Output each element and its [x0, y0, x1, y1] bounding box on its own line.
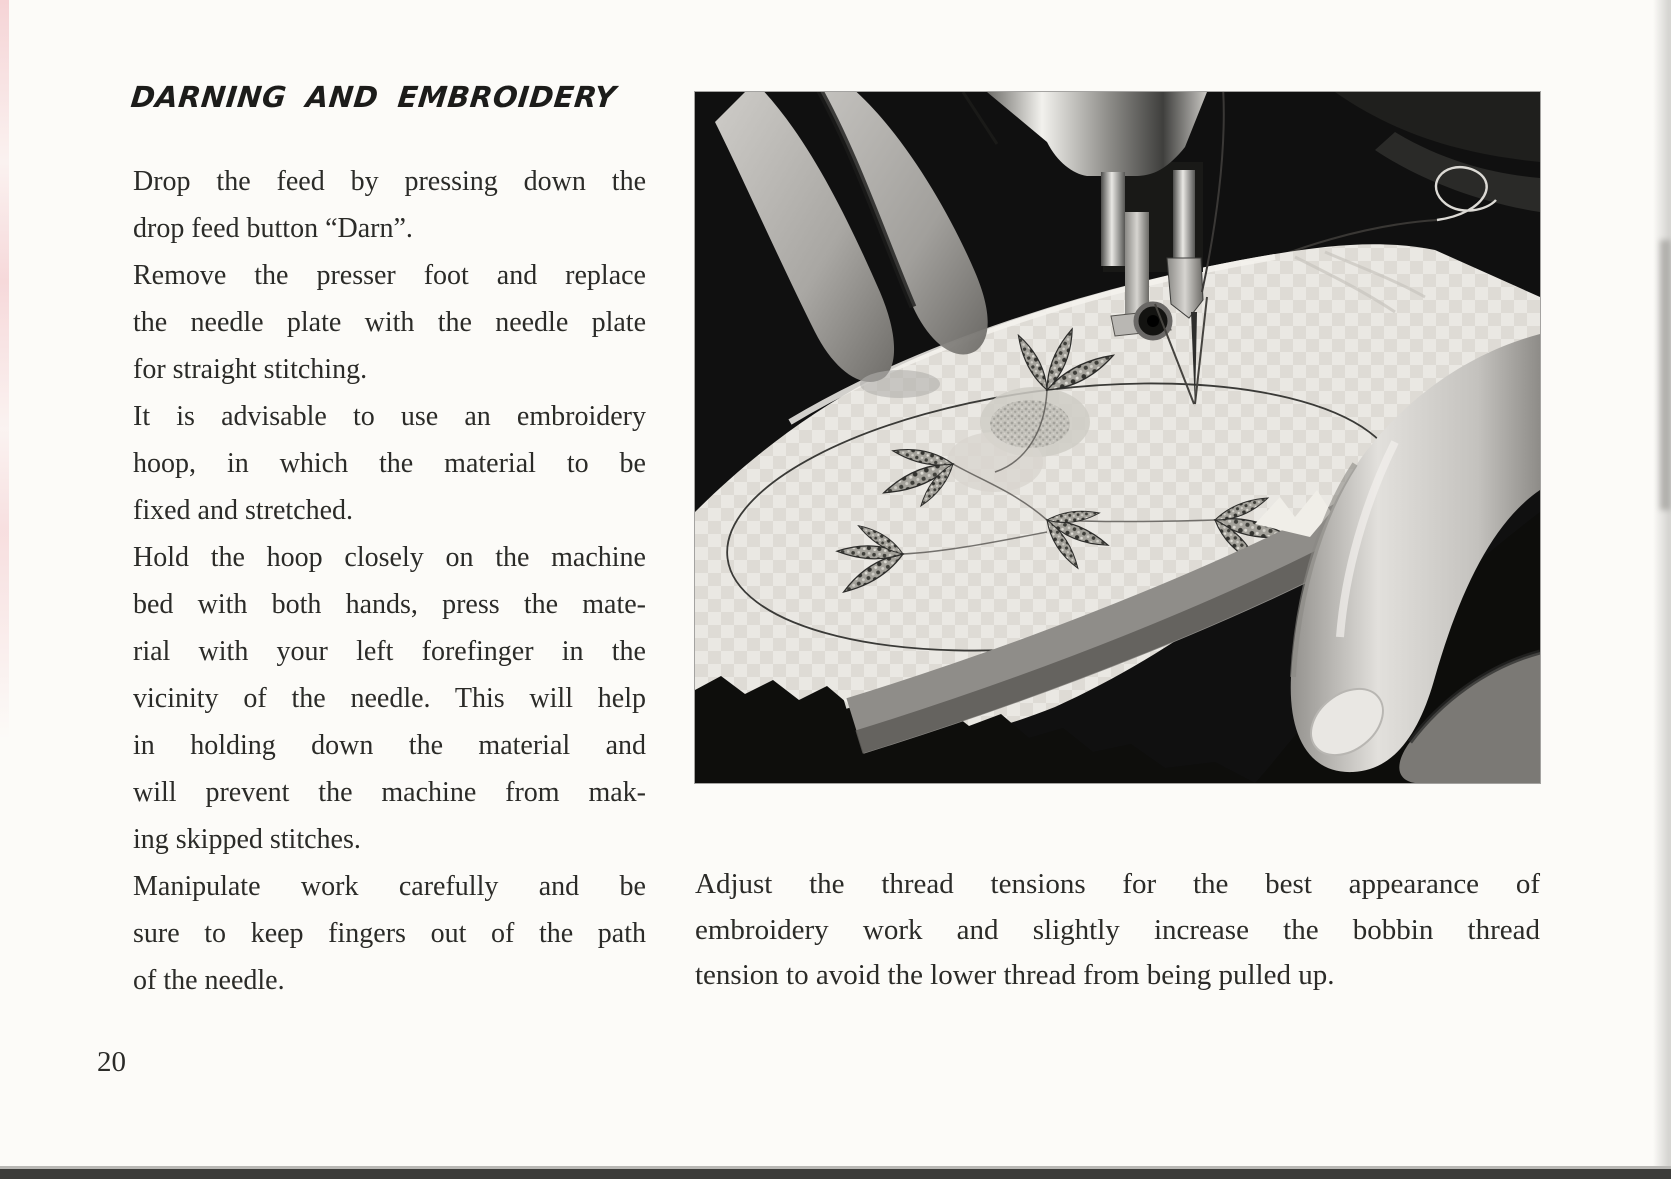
page-bottom-edge — [0, 1169, 1671, 1179]
page-edge-shadow-right — [1653, 0, 1671, 1179]
text-line: fixed and stretched. — [133, 495, 354, 526]
page-number: 20 — [97, 1046, 126, 1078]
text-line: rial with your left forefinger in the — [133, 636, 646, 667]
text-line: Remove the presser foot and replace — [133, 260, 646, 291]
text-line: Hold the hoop closely on the machine — [133, 542, 646, 573]
caption-text — [695, 862, 1540, 999]
text-line: hoop, in which the material to be — [133, 448, 646, 479]
text-line: ing skipped stitches. — [133, 824, 361, 855]
text-line: It is advisable to use an embroidery — [133, 401, 646, 432]
text-line: embroidery work and slightly increase the bobbin thread — [695, 913, 1540, 946]
text-line: Adjust the thread tensions for the best appearance of — [695, 868, 1540, 900]
section-title: DARNING AND EMBROIDERY — [129, 80, 618, 114]
text-line: drop feed button “Darn”. — [133, 213, 413, 244]
text-line: sure to keep fingers out of the path — [133, 918, 646, 949]
text-line: bed with both hands, press the mate- — [133, 589, 646, 620]
text-line: for straight stitching. — [133, 354, 368, 385]
text-line: the needle plate with the needle plate — [133, 307, 646, 338]
text-line: Manipulate work carefully and be — [133, 871, 646, 902]
text-line: Drop the feed by pressing down the — [133, 166, 646, 197]
text-line: will prevent the machine from mak- — [133, 777, 646, 808]
scan-left-edge-marks — [0, 0, 9, 740]
text-line: of the needle. — [133, 965, 285, 996]
text-line: in holding down the material and — [133, 730, 646, 761]
body-text-column — [133, 158, 646, 1004]
page-edge-shadow-right-dark — [1660, 240, 1671, 510]
embroidery-photo — [695, 92, 1540, 783]
text-line: vicinity of the needle. This will help — [133, 683, 646, 714]
text-line: tension to avoid the lower thread from being pulled up. — [695, 959, 1335, 991]
